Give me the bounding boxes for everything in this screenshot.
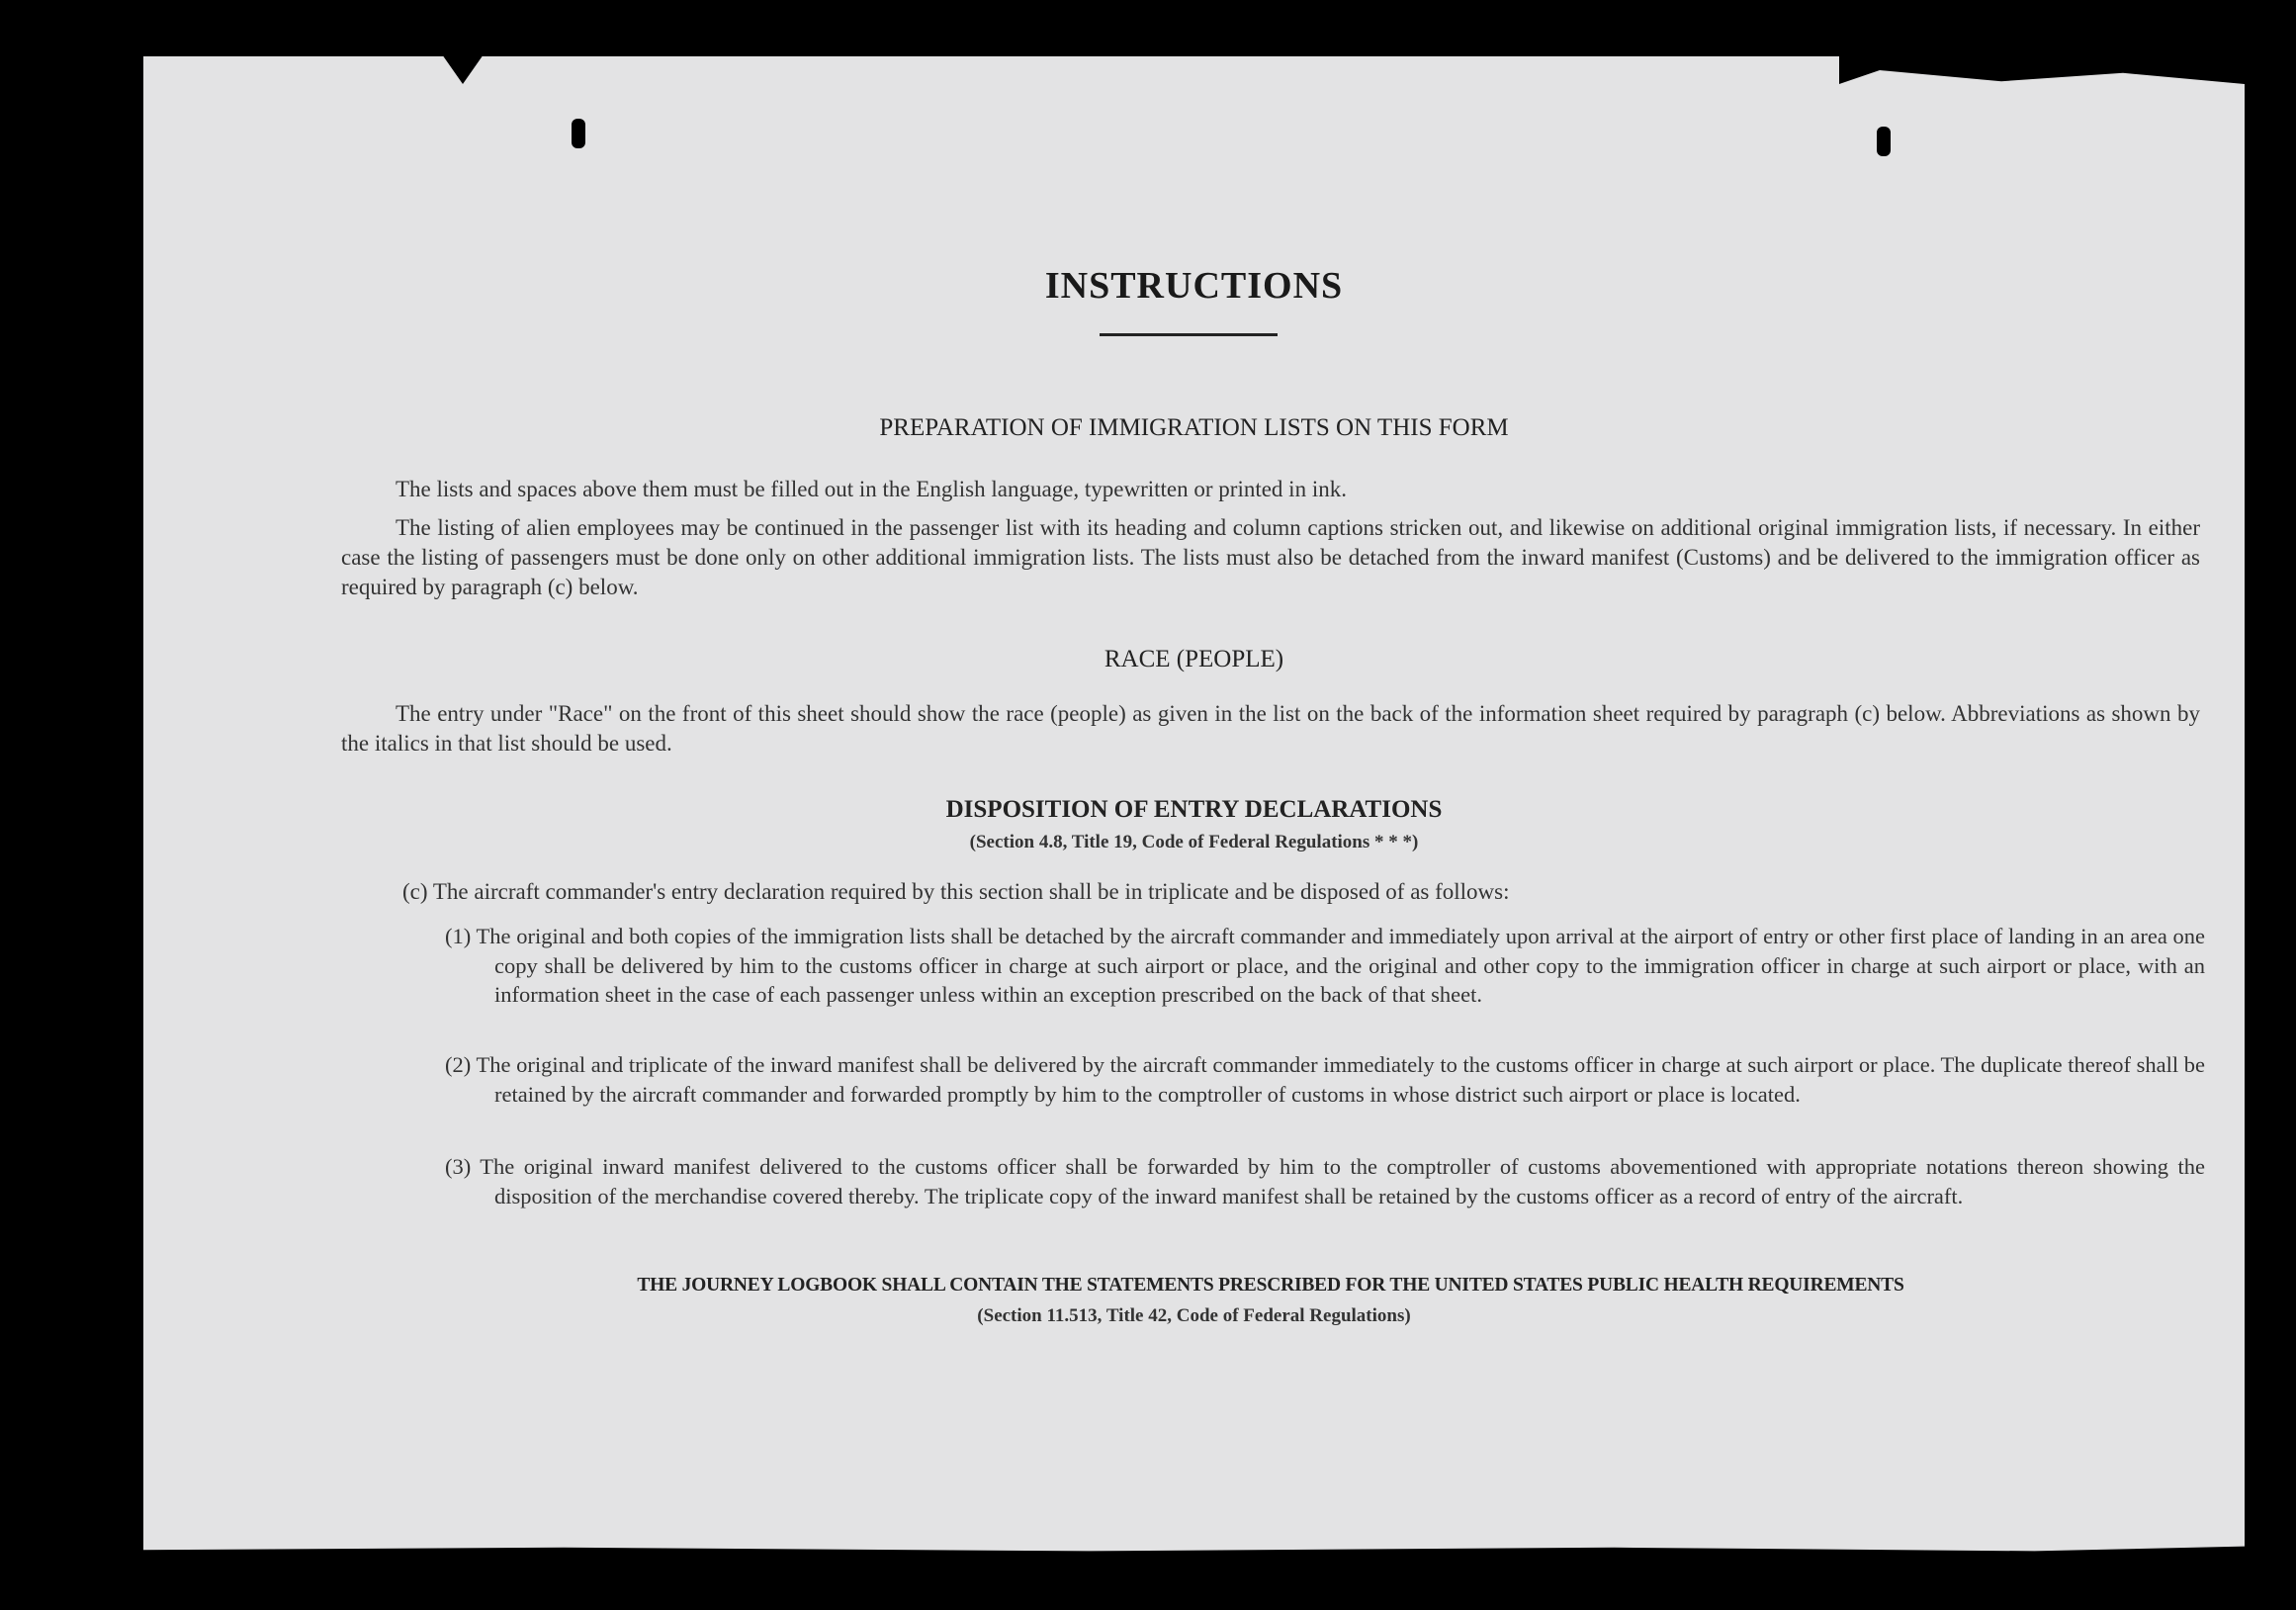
page-title: INSTRUCTIONS <box>1044 265 1344 307</box>
title-underline <box>1100 333 1278 336</box>
footer-statement: THE JOURNEY LOGBOOK SHALL CONTAIN THE STATEMENTS PRESCRIBED FOR THE UNITED STATES PUBLIC HEALTH REQUIREMENTS <box>637 1275 1904 1296</box>
document-page <box>143 56 2245 1555</box>
race-paragraph: The entry under "Race" on the front of this sheet should show the race (people) as given in the list on the back of the information sheet required by paragraph (c) below. Abbreviations as shown by the italics in that list should be used. <box>341 701 2200 756</box>
preparation-paragraph-1: The lists and spaces above them must be filled out in the English language, typewritten or printed in ink. <box>396 477 1347 501</box>
section-heading-disposition: DISPOSITION OF ENTRY DECLARATIONS <box>945 796 1443 823</box>
section-heading-preparation: PREPARATION OF IMMIGRATION LISTS ON THIS FORM <box>879 414 1509 441</box>
section-heading-race: RACE (PEOPLE) <box>1104 646 1284 672</box>
punch-hole-right <box>1877 127 1891 156</box>
disposition-citation: (Section 4.8, Title 19, Code of Federal Regulations * * *) <box>969 832 1419 852</box>
punch-hole-left <box>572 119 585 148</box>
disposition-item-3: (3) The original inward manifest delivered to the customs officer shall be forwarded by him to the comptroller of customs abovementioned with appropriate notations thereon showing the disposition of the merchandise covered thereby. The triplicate copy of the inward manifest shall be retained by the customs officer as a record of entry of the aircraft. <box>445 1154 2205 1208</box>
disposition-item-2: (2) The original and triplicate of the inward manifest shall be delivered by the aircraft commander immediately to the customs officer in charge at such airport or place. The duplicate thereof shall be retained by the aircraft commander and forwarded promptly by him to the comptroller of customs in whose district such airport or place is located. <box>445 1052 2205 1107</box>
disposition-intro: (c) The aircraft commander's entry declaration required by this section shall be in triplicate and be disposed of as follows: <box>402 879 1510 904</box>
preparation-paragraph-2: The listing of alien employees may be continued in the passenger list with its heading and column captions stricken out, and likewise on additional original immigration lists, if necessary. In either case the listing of passengers must be done only on other additional immigration lists. The lists must also be detached from the inward manifest (Customs) and be delivered to the immigration officer as required by paragraph (c) below. <box>341 515 2200 599</box>
footer-citation: (Section 11.513, Title 42, Code of Federal Regulations) <box>977 1305 1411 1326</box>
disposition-item-1: (1) The original and both copies of the immigration lists shall be detached by the aircraft commander and immediately upon arrival at the airport of entry or other first place of landing in an area one copy shall be delivered by him to the customs officer in charge at such airport or place, and the original and other copy to the immigration officer in charge at such airport or place, with an information sheet in the case of each passenger unless within an exception prescribed on the back of that sheet. <box>445 924 2205 1007</box>
paper-tear-left <box>435 45 490 84</box>
